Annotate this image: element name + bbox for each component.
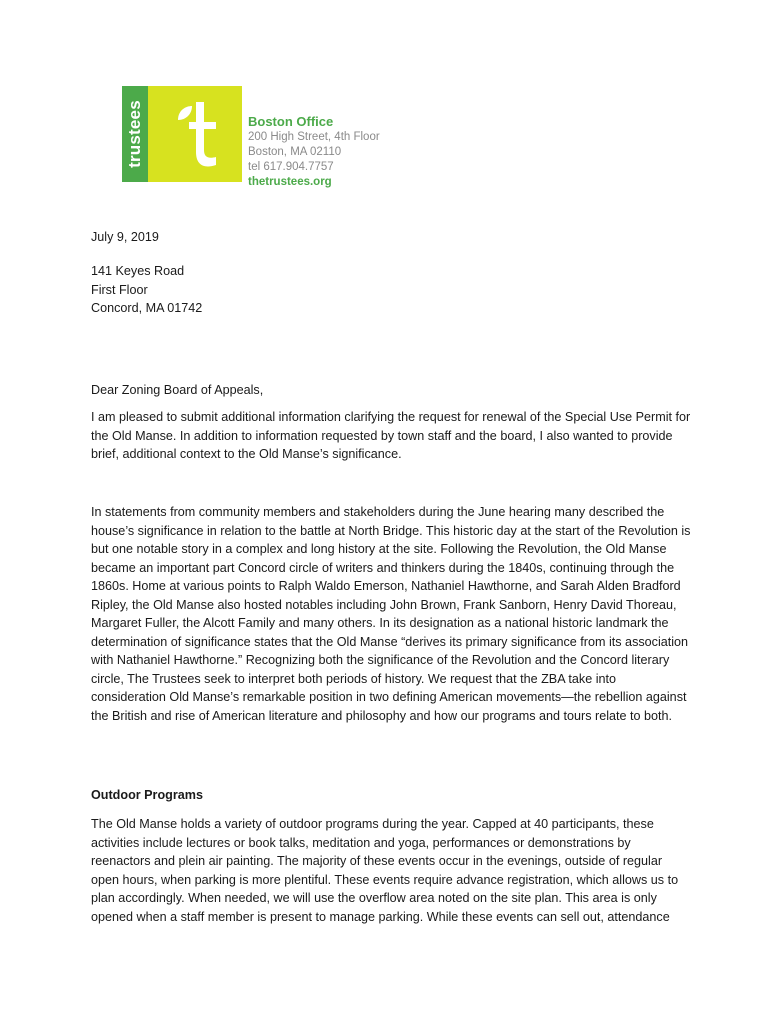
paragraph-intro	[91, 408, 691, 464]
paragraph-significance	[91, 503, 691, 725]
office-address-block	[248, 114, 380, 190]
logo-wordmark-strip	[122, 86, 148, 182]
paragraph-text: I am pleased to submit additional information clarifying the request for renewal of the Special Use Permit for the Old Manse. In addition to information requested by town staff and the board, I also wanted to provide brief, additional context to the Old Manse’s significance.	[91, 410, 691, 461]
paragraph-text: The Old Manse holds a variety of outdoor programs during the year. Capped at 40 participants, these activities include lectures or book talks, meditation and yoga, performances or demonstrations by reenactors and plein air painting. The majority of these events occur in the evenings, outside of regular open hours, when parking is more plentiful. These events require advance registration, which allows us to plan accordingly. When needed, we will use the overflow area noted on the site plan. This area is only opened when a staff member is present to manage parking. While these events can sell out, attendance	[91, 817, 679, 924]
salutation	[91, 381, 691, 400]
trustees-t-icon	[176, 100, 220, 170]
logo-letter-square	[148, 86, 242, 182]
section-heading-outdoor-programs	[91, 786, 691, 805]
trustees-logo	[122, 86, 242, 182]
address-line: 141 Keyes Road	[91, 264, 185, 278]
date-text: July 9, 2019	[91, 230, 159, 244]
salutation-text: Dear Zoning Board of Appeals,	[91, 383, 264, 397]
recipient-address	[91, 262, 691, 318]
office-phone: tel 617.904.7757	[248, 161, 334, 173]
section-heading-text: Outdoor Programs	[91, 788, 203, 802]
office-title: Boston Office	[248, 114, 334, 129]
paragraph-text: In statements from community members and stakeholders during the June hearing many described the house’s significance in relation to the battle at North Bridge. This historic day at the start of the Revolution is but one notable story in a complex and long history at the site. Following the Revolution, the Old Manse became an important part Concord circle of writers and thinkers during the 1840s, continuing through the 1860s. Home at various points to Ralph Waldo Emerson, Nathaniel Hawthorne, and Sarah Alden Bradford Ripley, the Old Manse also hosted notables including John Brown, Frank Sanborn, Henry David Thoreau, Margaret Fuller, the Alcott Family and many others. In its designation as a national historic landmark the determination of significance states that the Old Manse “derives its primary significance from its association with Nathaniel Hawthorne.” Recognizing both the significance of the Revolution and the Concord literary circle, The Trustees seek to interpret both periods of history. We request that the ZBA take into consideration Old Manse’s remarkable position in two defining American movements—the rebellion against the British and rise of American literature and philosophy and how our programs and tours relate to both.	[91, 505, 691, 723]
office-address-line2: Boston, MA 02110	[248, 146, 342, 158]
address-line: First Floor	[91, 282, 148, 297]
office-website: thetrustees.org	[248, 176, 332, 188]
paragraph-outdoor-programs	[91, 815, 691, 926]
address-line: Concord, MA 01742	[91, 301, 203, 315]
letter-date	[91, 228, 691, 247]
office-address-line1: 200 High Street, 4th Floor	[248, 131, 380, 143]
logo-wordmark: trustees	[125, 100, 144, 168]
